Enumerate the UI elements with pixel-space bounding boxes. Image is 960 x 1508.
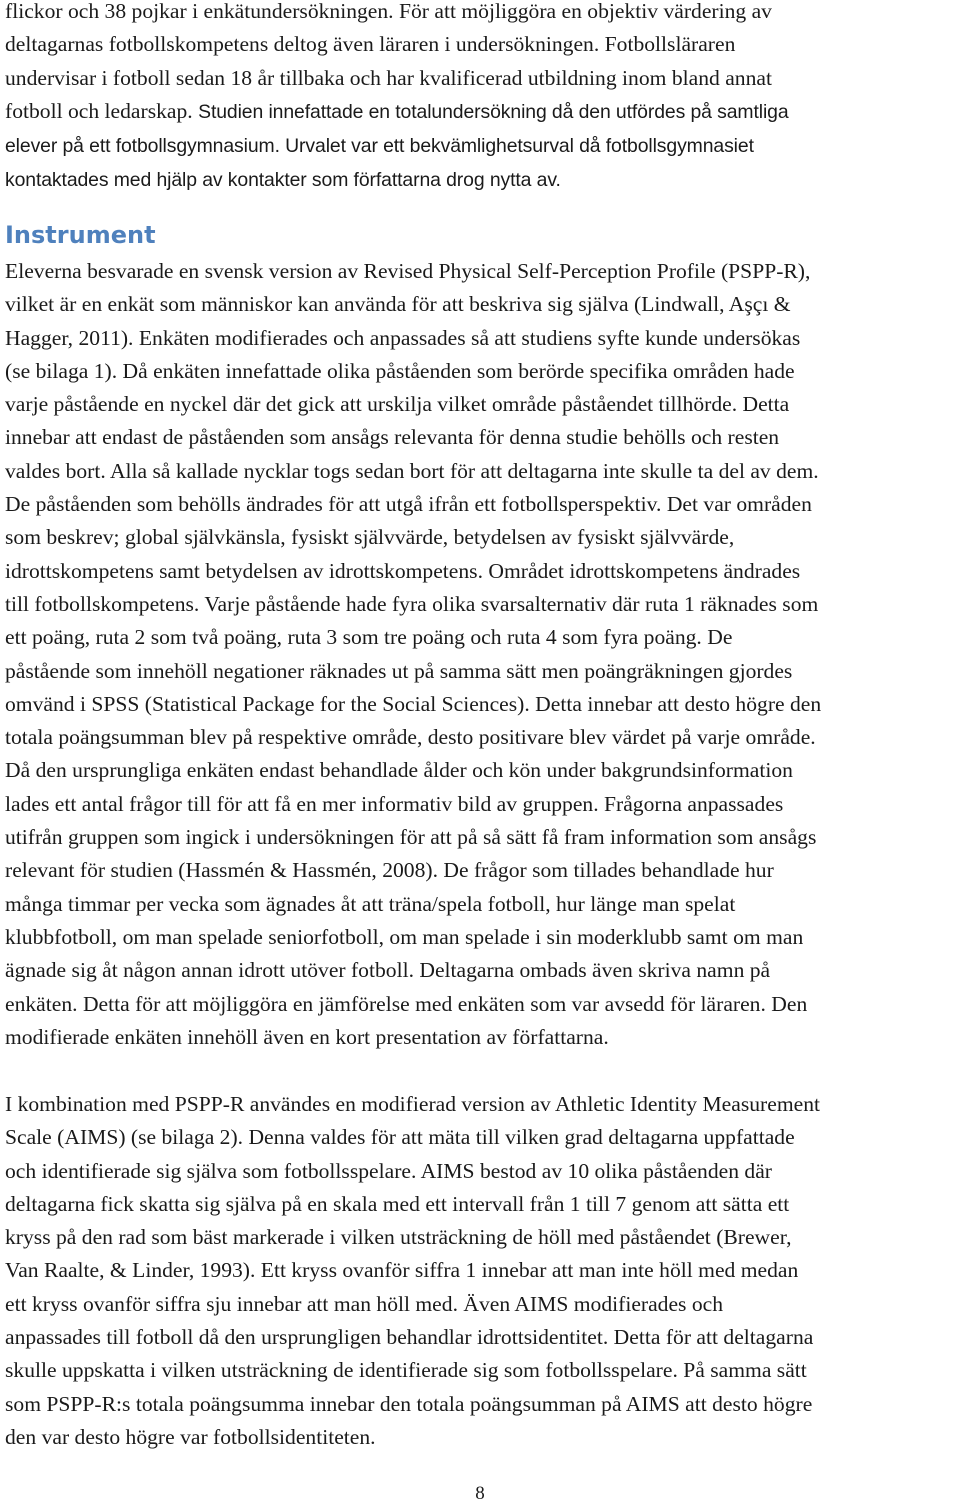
intro-paragraph: [5, 0, 789, 198]
body-paragraph-1: Eleverna besvarade en svensk version av Revised Physical Self-Perception Profile (PSPP-R), vilket är en enkät som människor kan använda för att beskriva sig själva (Lindwall, Aşçı & Hagger, 2011). Enkäten modifierades och anpassades så att studiens syfte kunde undersökas (se bilaga 1). Då enkäten innefattade olika påståenden som berörde specifika områden hade varje påstående en nyckel där det gick att urskilja vilket område påståendet tillhörde. Detta innebar att endast de påståenden som ansågs relevanta för denna studie behölls och resten valdes bort. Alla så kallade nycklar togs sedan bort för att deltagarna inte skulle ta del av dem. De påståenden som behölls ändrades för att utgå ifrån ett fotbollsperspektiv. Det var områden som beskrev; global självkänsla, fysiskt självvärde, betydelsen av fysiskt självvärde, idrottskompetens samt betydelsen av idrottskompetens. Området idrottskompetens ändrades till fotbollskompetens. Varje påstående hade fyra olika svarsalternativ där ruta 1 räknades som ett poäng, ruta 2 som två poäng, ruta 3 som tre poäng och ruta 4 som fyra poäng. De påstående som innehöll negationer räknades ut på samma sätt men poängräkningen gjordes omvänd i SPSS (Statistical Package for the Social Sciences). Detta innebar att desto högre den totala poängsumman blev på respektive område, desto positivare blev värdet på varje område. Då den ursprungliga enkäten endast behandlade ålder och kön under bakgrundsinformation lades ett antal frågor till för att få en mer informativ bild av gruppen. Frågorna anpassades utifrån gruppen som ingick i undersökningen för att på så sätt få fram information som ansågs relevant för studien (Hassmén & Hassmén, 2008). De frågor som tillades behandlade hur många timmar per vecka som ägnades åt att träna/spela fotboll, hur länge man spelat klubbfotboll, om man spelade seniorfotboll, om man spelade i sin moderklubb samt om man ägnade sig åt någon annan idrott utöver fotboll. Deltagarna ombads även skriva namn på enkäten. Detta för att möjliggöra en jämförelse med enkäten som var avsedd för läraren. Den modifierade enkäten innehöll även en kort presentation av författarna.: [5, 259, 822, 1049]
section-heading: Instrument: [5, 221, 156, 249]
intro-sans-text: Studien innefattade en totalundersökning då den utfördes på samtliga elever på ett fotbollsgymnasium. Urvalet var ett bekvämlighetsurval då fotbollsgymnasiet kontaktades med hjälp av kontakter som författarna drog nytta av.: [5, 100, 789, 192]
body-paragraph-2: I kombination med PSPP-R användes en modifierad version av Athletic Identity Measurement Scale (AIMS) (se bilaga 2). Denna valdes för att mäta till vilken grad deltagarna uppfattade och identifierade sig själva som fotbollsspelare. AIMS bestod av 10 olika påståenden där deltagarna fick skatta sig själva på en skala med ett intervall från 1 till 7 genom att sätta ett kryss på den rad som bäst markerade i vilken utsträckning de höll med påståendet (Brewer, Van Raalte, & Linder, 1993). Ett kryss ovanför siffra 1 innebar att man inte höll med medan ett kryss ovanför siffra sju innebar att man höll med. Även AIMS modifierades och anpassades till fotboll då den ursprungligen behandlar idrottsidentitet. Detta för att deltagarna skulle uppskatta i vilken utsträckning de identifierade sig som fotbollsspelare. På samma sätt som PSPP-R:s totala poängsumma innebar den totala poängsumman på AIMS att desto högre den var desto högre var fotbollsidentiteten.: [5, 1092, 821, 1449]
intro-serif-text: flickor och 38 pojkar i enkätundersökningen. För att möjliggöra en objektiv värdering av deltagarnas fotbollskompetens deltog även läraren i undersökningen. Fotbollsläraren undervisar i fotboll sedan 18 år tillbaka och har kvalificerad utbildning inom bland annat fotboll och ledarskap.: [5, 0, 772, 123]
page-number: 8: [475, 1483, 485, 1504]
